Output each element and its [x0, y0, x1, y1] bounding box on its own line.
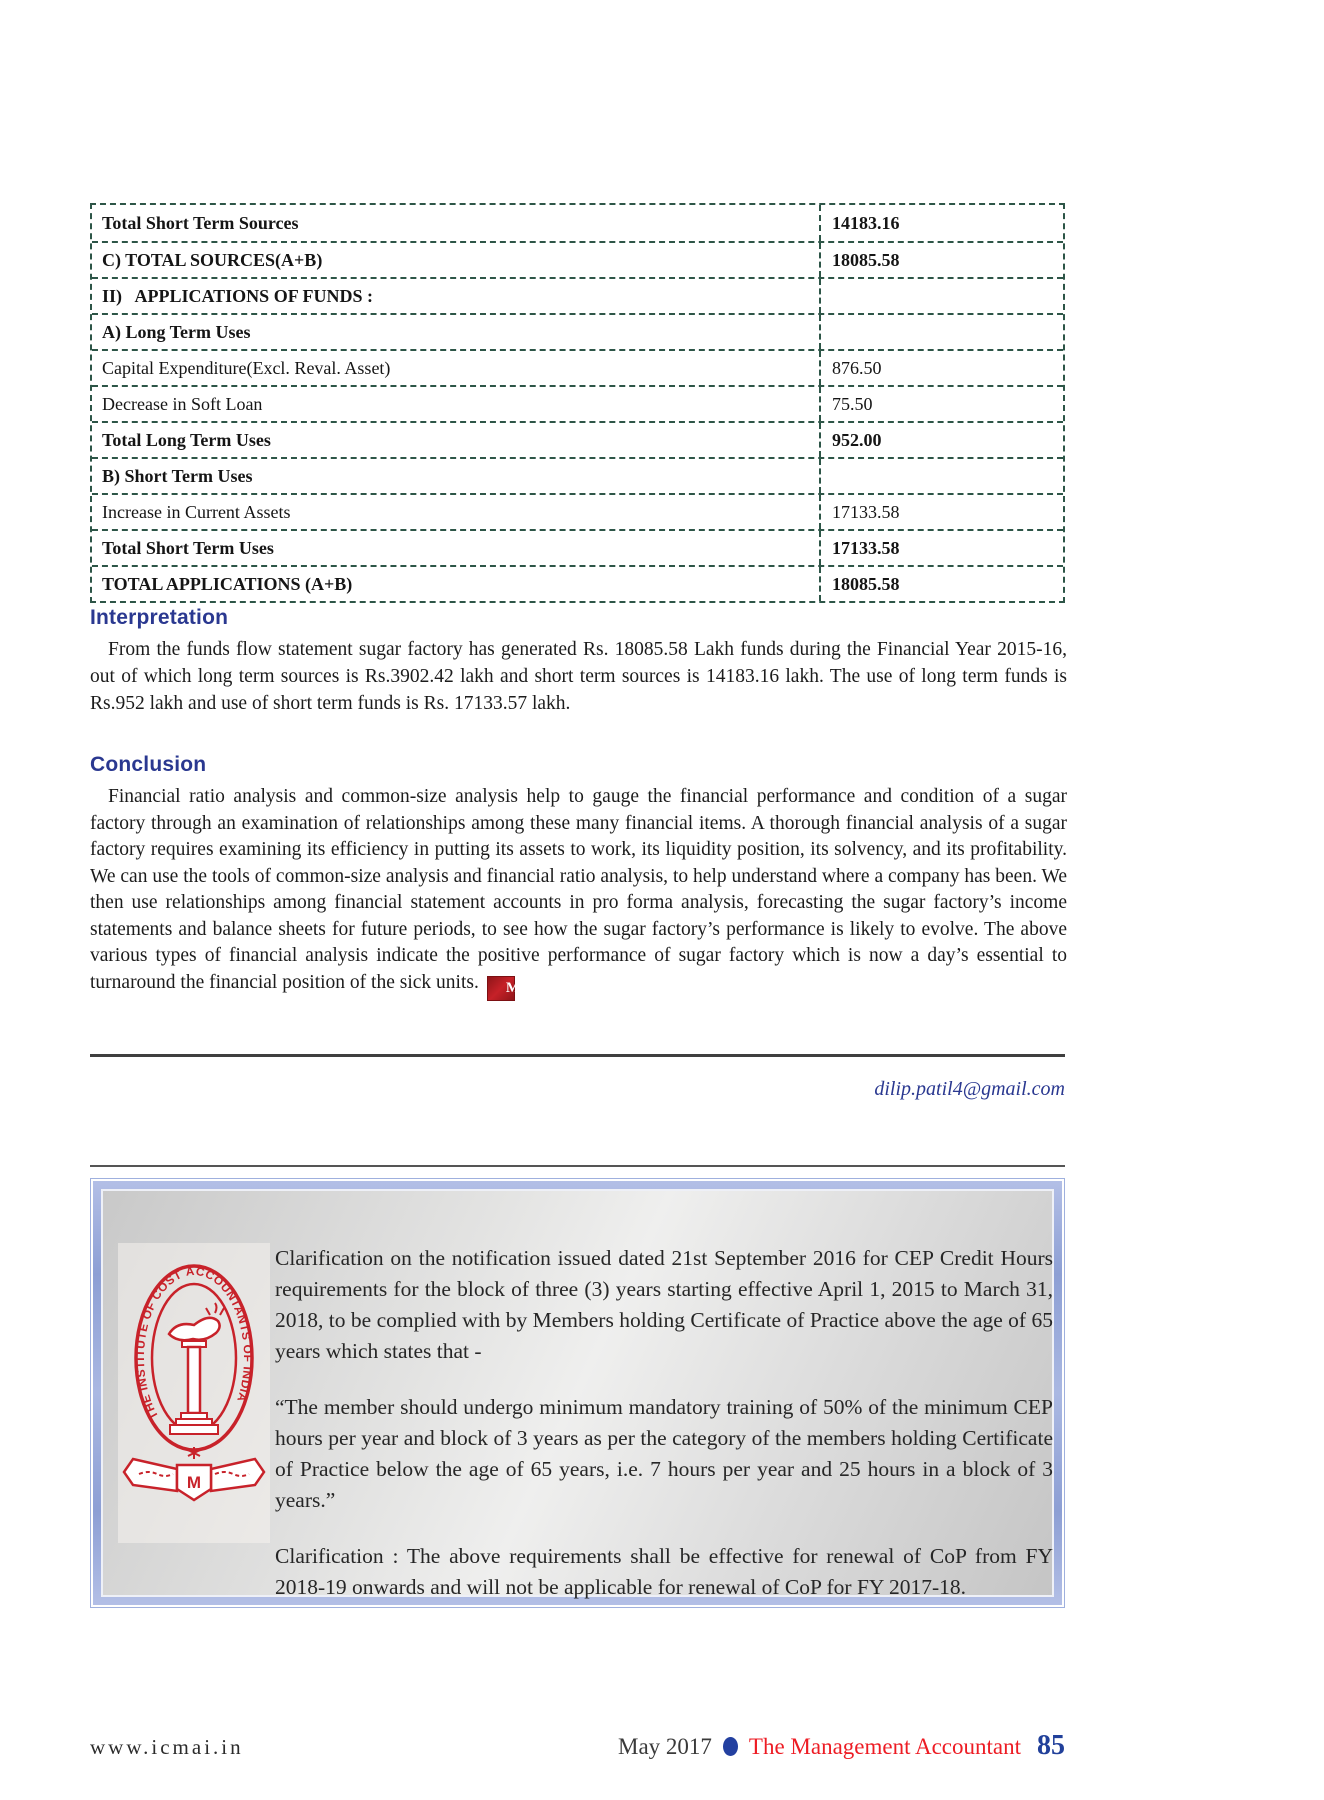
icmai-emblem-icon	[118, 1243, 270, 1543]
conclusion-text: Financial ratio analysis and common-size analysis help to gauge the financial performance and condition of a sugar factory through an examination of relationships among these many financial items. A thorough financial analysis of a sugar factory requires examining its efficiency in putting its assets to work, its liquidity position, its solvency, and its profitability. We can use the tools of common-size analysis and financial ratio analysis, to help understand where a company has been. We then use relationships among financial statement accounts in pro forma analysis, forecasting the sugar factory’s income statements and balance sheets for future periods, to see how the sugar factory’s performance is likely to evolve. The above various types of financial analysis indicate the positive performance of sugar factory which is now a day’s essential to turnaround the financial position of the sick units.	[90, 786, 1067, 993]
table-cell-value	[821, 459, 1063, 493]
table-cell-label: B) Short Term Uses	[92, 459, 821, 493]
notice-box-inner	[101, 1189, 1054, 1597]
emblem-monogram: M	[186, 1473, 202, 1492]
emblem-ring-text: THE INSTITUTE OF COST ACCOUNTANTS OF INDIA	[134, 1265, 254, 1422]
conclusion-heading: Conclusion	[90, 753, 207, 776]
table-row	[92, 205, 1063, 241]
lamp-flame-icon	[206, 1303, 224, 1315]
table-row	[92, 385, 1063, 421]
divider-rule	[90, 1054, 1065, 1057]
table-cell-label: Total Short Term Uses	[92, 531, 821, 565]
clarification-paragraph-2: “The member should undergo minimum mandatory training of 50% of the minimum CEP hours per year and block of 3 years as per the category of the members holding Certificate of Practice below the age of 65 years, i.e. 7 hours per year and 25 hours in a block of 3 years.”	[275, 1395, 1053, 1512]
clarification-paragraph-3: Clarification : The above requirements shall be effective for renewal of CoP from FY 2018-19 onwards and will not be applicable for renewal of CoP for FY 2017-18.	[275, 1544, 1053, 1599]
table-cell-label: Increase in Current Assets	[92, 495, 821, 529]
interpretation-paragraph: From the funds flow statement sugar factory has generated Rs. 18085.58 Lakh funds during the Financial Year 2015-16, out of which long term sources is Rs.3902.42 lakh and short term sources is 14183.16 lakh. The use of long term funds is Rs.952 lakh and use of short term funds is Rs. 17133.57 lakh.	[90, 639, 1067, 714]
table-cell-value: 952.00	[832, 429, 882, 450]
table-row	[92, 241, 1063, 277]
table-cell-value: 75.50	[832, 393, 873, 414]
table-row	[92, 565, 1063, 601]
clarification-paragraph-1: Clarification on the notification issued dated 21st September 2016 for CEP Credit Hours requirements for the block of three (3) years starting effective April 1, 2015 to March 31, 2018, to be complied with by Members holding Certificate of Practice above the age of 65 years which states that -	[275, 1246, 1053, 1363]
table-row	[92, 313, 1063, 349]
funds-flow-table	[90, 203, 1065, 603]
table-cell-label: II) APPLICATIONS OF FUNDS :	[92, 279, 821, 313]
table-cell-label: Total Long Term Uses	[92, 423, 821, 457]
table-cell-value: 14183.16	[832, 212, 900, 233]
table-cell-value: 17133.58	[832, 537, 900, 558]
lamp-bowl-icon	[169, 1318, 220, 1340]
footer-magazine-title: The Management Accountant	[748, 1734, 1021, 1759]
footer-page-number: 85	[1037, 1730, 1065, 1761]
clarification-text	[275, 1243, 1053, 1603]
column-shaft	[188, 1347, 200, 1413]
table-cell-value: 18085.58	[832, 573, 900, 594]
icmai-logo	[118, 1243, 270, 1543]
ma-end-badge	[487, 976, 531, 1001]
page-footer	[90, 1730, 1065, 1762]
table-cell-label: TOTAL APPLICATIONS (A+B)	[92, 567, 821, 601]
ma-badge-label: MA	[505, 979, 531, 996]
footer-issue: May 2017	[618, 1734, 712, 1759]
divider-rule-thin	[90, 1165, 1065, 1167]
table-row	[92, 277, 1063, 313]
conclusion-paragraph	[90, 784, 1067, 1001]
interpretation-heading: Interpretation	[90, 606, 229, 629]
table-row	[92, 349, 1063, 385]
clarification-notice-box	[90, 1178, 1065, 1608]
table-cell-label: A) Long Term Uses	[92, 315, 821, 349]
table-cell-label: Capital Expenditure(Excl. Reval. Asset)	[92, 351, 821, 385]
bullet-dot-icon	[723, 1737, 738, 1756]
table-cell-value	[821, 315, 1063, 349]
table-cell-label: Decrease in Soft Loan	[92, 387, 821, 421]
footer-right-group	[618, 1730, 1065, 1762]
author-email: dilip.patil4@gmail.com	[874, 1078, 1065, 1100]
table-cell-value: 876.50	[832, 357, 882, 378]
table-cell-value: 18085.58	[832, 249, 900, 270]
table-row	[92, 421, 1063, 457]
table-row	[92, 493, 1063, 529]
table-row	[92, 457, 1063, 493]
table-cell-value: 17133.58	[832, 501, 900, 522]
column-base-3	[170, 1425, 218, 1434]
table-cell-value	[821, 279, 1063, 313]
footer-website: www.icmai.in	[90, 1735, 244, 1759]
table-cell-label: Total Short Term Sources	[92, 205, 821, 241]
notice-box-border-band	[93, 1181, 1062, 1605]
table-cell-label: C) TOTAL SOURCES(A+B)	[92, 243, 821, 277]
table-row	[92, 529, 1063, 565]
